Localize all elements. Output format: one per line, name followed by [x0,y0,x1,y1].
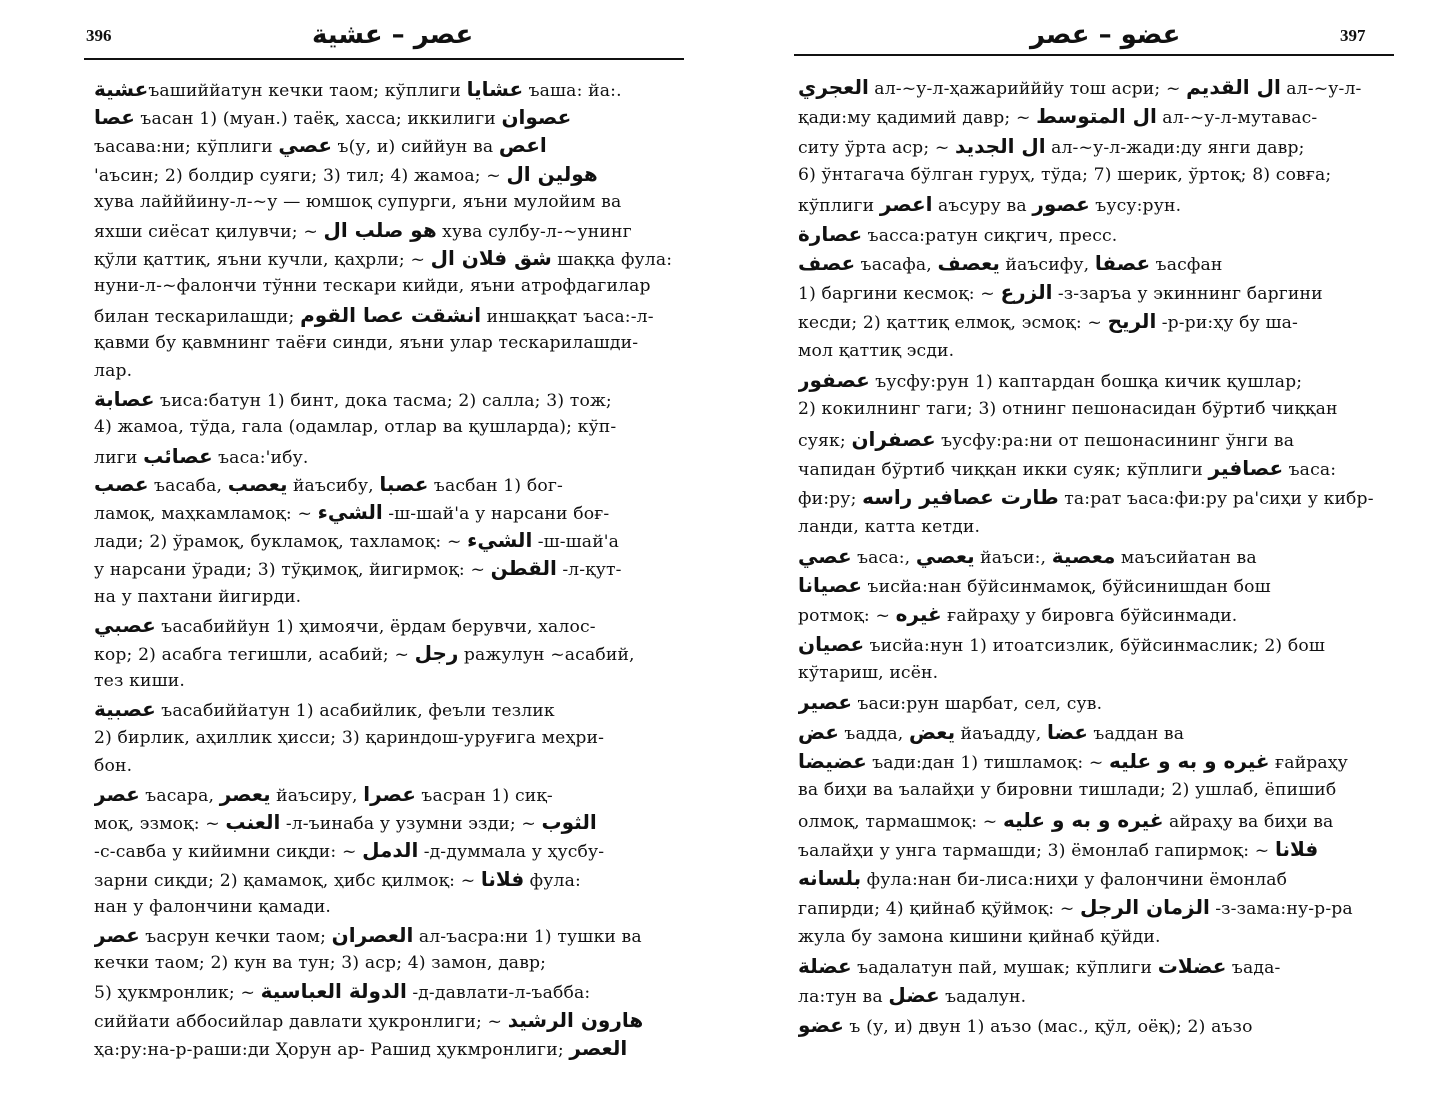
text-line [94,384,684,414]
text-line [94,666,684,696]
line-text: عصير ъаси:рун шарбат, сел, сув. [798,690,1103,715]
text-line [798,512,1388,542]
line-text: чапидан бўртиб чиққан икки суяк; кўплиги عصافير ъаса: [798,455,1337,480]
text-line [94,864,684,894]
line-text: лади; 2) ўрамоқ, букламоқ, тахламоқ: ~ الشيء -ш-шай'а [94,528,620,553]
line-text: عصا ъасан 1) (муан.) таёқ, хасса; иккилиги عصوان [94,105,572,130]
text-line [798,277,1388,307]
line-text: بلسانه фула:нан би-лиса:ниҳи у фалончини ёмонлаб [798,866,1288,891]
line-text: عصبي ъасабиййун 1) ҳимоячи, ёрдам берувчи, халос- [94,612,596,637]
line-text: عشيةъашиййатун кечки таом; кўплиги عشايا ъаша: йа:. [94,77,622,101]
line-text: 1) баргини кесмоқ: ~ الزرع -з-заръа у экиннинг баргини [798,280,1323,305]
text-line [94,723,684,753]
line-text: عصابة ъиса:батун 1) бинт, дока тасма; 2) салла; 3) тож; [94,387,612,412]
line-text: лиги عصائب ъаса:'ибу. [94,443,309,468]
line-text: тез киши. [94,671,185,692]
text-line [94,356,684,386]
text-line [798,189,1388,219]
text-line [94,892,684,922]
line-text: нуни-л-~фалончи тўнни тескари кийди, яъни атрофдагилар [94,276,651,297]
header-rule [794,54,1394,56]
text-line [798,1010,1388,1040]
text-line [94,328,684,358]
text-line [94,638,684,668]
running-title: عضو – عصر [1030,20,1181,50]
text-line [94,835,684,865]
line-text: ситу ўрта аср; ~ ال الجديد ал-~у-л-жади:ду янги давр; [798,133,1305,158]
line-text: 2) кокилнинг таги; 3) отнинг пешонасидан бўртиб чиққан [798,399,1338,420]
text-line [94,300,684,330]
line-text: лар. [94,361,133,381]
line-text: العجري ал-~у-л-ҳажарийййу тош асри; ~ ال القديم ал-~у-л- [798,75,1362,99]
text-line [798,775,1388,805]
text-line [798,599,1388,629]
line-text: фи:ру; طارت عصافير راسه та:рат ъаса:фи:ру ра'сиҳи у кибр- [798,485,1374,510]
line-text: عصب ъасаба, يعصب йаъсибу, عصبا ъасбан 1) бог- [94,471,563,496]
line-text: عضلة ъадалатун пай, мушак; кўплиги عضلات ъада- [798,954,1281,978]
line-text: -с-савба у кийимни сиқди: ~ الدمل -д-думмала у ҳусбу- [94,838,605,863]
line-text: عصف ъасафа, يعصف йаъсифу, عصفا ъасфан [798,250,1223,275]
text-line [798,951,1388,981]
text-line [798,658,1388,688]
line-text: нан у фалончини қамади. [94,896,332,917]
line-text: билан тескарилашди; انشقت عصا القوم иншаққат ъаса:-л- [94,302,654,327]
text-line [94,187,684,217]
text-line [798,746,1388,776]
text-line [798,72,1388,102]
line-text: ъасава:ни; кўплиги عصي ъ(у, и) сиййун ва اعص [94,133,547,158]
text-line [798,629,1388,659]
line-text: кор; 2) асабга тегишли, асабий; ~ رجل ражулун ~асабий, [94,641,635,665]
text-line [94,779,684,809]
text-line [94,441,684,471]
text-line [94,74,684,104]
line-text: на у пахтани йигирди. [94,586,302,607]
line-text: ланди, катта кетди. [798,516,981,537]
line-text: бон. [94,755,133,776]
line-text: гапирди; 4) қийнаб қўймоқ: ~ الزمان الرجل -з-зама:ну-р-ра [798,895,1353,920]
text-line [798,541,1388,571]
text-line [798,101,1388,131]
right-page [720,0,1440,1114]
line-text: кечки таом; 2) кун ва тун; 3) аср; 4) замон, давр; [94,953,547,974]
text-line [94,694,684,724]
text-line [798,453,1388,483]
text-line [94,1033,684,1063]
line-text: عصي ъаса:, يعصي йаъси:, معصية маъсийатан ва [798,543,1257,568]
text-line [798,863,1388,893]
running-title: عصر – عشية [312,20,474,50]
text-line [94,102,684,132]
line-text: хува лайййину-л-~у — юмшоқ супурги, яъни мулойим ва [94,191,622,212]
line-text: 5) ҳукмронлик; ~ الدولة العباسية -д-давлати-л-ъабба: [94,979,591,1004]
line-text: ҳа:ру:на-р-раши:ди Ҳорун ар- Рашид ҳукмронлиги; العصر [94,1035,628,1060]
text-line [94,1005,684,1035]
line-text: зарни сиқди; 2) қамамоқ, ҳибс қилмоқ: ~ فلانا фула: [94,866,581,891]
header-rule [84,58,684,60]
text-line [798,805,1388,835]
text-line [798,922,1388,952]
line-text: кўтариш, исён. [798,663,939,683]
text-line [798,980,1388,1010]
text-line [94,525,684,555]
text-line [94,582,684,612]
line-text: 4) жамоа, тўда, гала (одамлар, отлар ва қушларда); кўп- [94,417,617,438]
line-text: олмоқ, тармашмоқ: ~ غيره و به و عليه айраҳу ва биҳи ва [798,807,1334,832]
text-line [798,306,1388,336]
line-text: 6) ўнтагача бўлган гуруҳ, тўда; 7) шерик, ўртоқ; 8) совға; [798,164,1332,185]
text-line [798,131,1388,161]
line-text: моқ, эзмоқ: ~ العنب -л-ъинаба у узумни эзди; ~ الثوب [94,810,597,835]
line-text: кесди; 2) қаттиқ елмоқ, эсмоқ: ~ الريح -р-ри:ҳу бу ша- [798,309,1298,334]
line-text: у нарсани ўради; 3) тўқимоқ, йигирмоқ: ~ القطن -л-қут- [94,556,622,581]
text-line [94,610,684,640]
line-text: عصيان ъисйа:нун 1) итоатсизлик, бўйсинмаслик; 2) бош [798,631,1325,656]
text-line [94,271,684,301]
line-text: عصر ъасрун кечки таом; العصران ал-ъасра:ни 1) тушки ва [94,923,642,947]
text-line [798,219,1388,249]
text-line [94,412,684,442]
text-line [94,751,684,781]
text-line [798,248,1388,278]
text-line [798,424,1388,454]
line-text: 2) бирлик, аҳиллик ҳисси; 3) қариндош-уруғига меҳри- [94,727,605,748]
line-text: кўплиги اعصر аъсуру ва عصور ъусу:рун. [798,192,1182,217]
text-line [94,469,684,499]
line-text: ъалайҳи у унга тармашди; 3) ёмонлаб гапирмоқ: ~ فلانا [798,836,1319,861]
line-text: عصارة ъасса:ратун сиқгич, пресс. [798,221,1118,246]
text-line [94,920,684,950]
line-text: عصبية ъасабиййатун 1) асабийлик, феъли тезлик [94,697,555,722]
page-number: 397 [1340,26,1366,45]
line-text: суяк; عصفران ъусфу:ра:ни от пешонасининг ўнги ва [798,426,1295,451]
line-text: мол қаттиқ эсди. [798,340,955,361]
text-line [798,336,1388,366]
line-text: қади:му қадимий давр; ~ ال المتوسط ал-~у-л-мутавас- [798,104,1318,129]
line-text: қавми бу қавмнинг таёғи синди, яъни улар тескарилашди- [94,332,639,353]
line-text: عصر ъасара, يعصر йаъсиру, عصرا ъасран 1) сиқ- [94,782,553,806]
line-text: ротмоқ: ~ غيره ғайраҳу у бировга бўйсинмади. [798,602,1238,627]
text-line [94,130,684,160]
text-line [798,365,1388,395]
line-text: яхши сиёсат қилувчи; ~ هو صلب ال хува сулбу-л-~унинг [94,218,632,242]
text-line [94,215,684,245]
text-line [798,717,1388,747]
text-line [798,687,1388,717]
text-line [798,892,1388,922]
line-text: عصفور ъусфу:рун 1) каптардан бошқа кичик қушлар; [798,368,1303,392]
text-line [94,243,684,273]
text-line [798,160,1388,190]
line-text: عضو ъ (у, и) двун 1) аъзо (мас., қўл, оёқ); 2) аъзо [798,1012,1253,1037]
page-number: 396 [86,26,112,45]
line-text: жула бу замона кишини қийнаб қўйди. [798,926,1161,947]
text-line [798,834,1388,864]
line-text: ва биҳи ва ъалайҳи у бировни тишлади; 2) ушлаб, ёпишиб [798,780,1337,801]
text-line [94,976,684,1006]
line-text: 'аъсин; 2) болдир суяги; 3) тил; 4) жамоа; ~ هولين ال [94,161,598,186]
text-line [94,553,684,583]
text-line [798,482,1388,512]
line-text: عصيانا ъисйа:нан бўйсинмамоқ, бўйсинишдан бош [798,573,1271,598]
line-text: ла:тун ва عضل ъадалун. [798,983,1027,1008]
text-line [798,570,1388,600]
line-text: ламоқ, маҳкамламоқ: ~ الشيء -ш-шай'а у нарсани боғ- [94,500,610,524]
text-line [94,948,684,978]
line-text: عضيضا ъади:дан 1) тишламоқ: ~ غيره و به و عليه ғайраҳу [798,748,1348,773]
line-text: қўли қаттиқ, яъни кучли, қаҳрли; ~ شق فلان ال шаққа фула: [94,246,673,271]
text-line [94,497,684,527]
text-line [798,394,1388,424]
line-text: сиййати аббосийлар давлати ҳукронлиги; ~ هارون الرشيد [94,1007,644,1032]
text-line [94,807,684,837]
text-line [94,159,684,189]
line-text: عض ъадда, يعض йаъадду, عضا ъаддан ва [798,719,1185,744]
